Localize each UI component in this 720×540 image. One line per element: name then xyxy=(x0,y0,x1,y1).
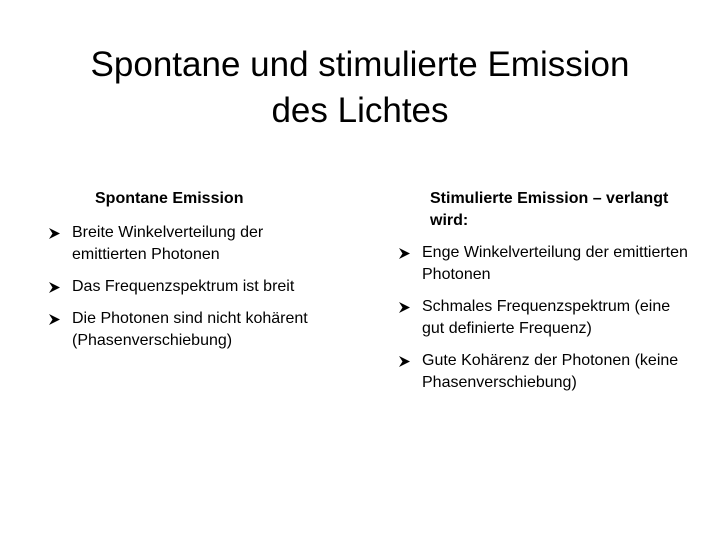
arrow-bullet-icon xyxy=(46,308,66,330)
stimulated-emission-heading: Stimulierte Emission – verlangt wird: xyxy=(430,190,669,229)
list-item xyxy=(396,242,696,286)
arrow-bullet-icon xyxy=(46,222,66,244)
bullet-text: Gute Kohärenz der Photonen (keine Phasenverschiebung) xyxy=(422,352,679,391)
arrow-bullet-icon xyxy=(46,276,66,298)
stimulated-emission-column xyxy=(396,188,696,404)
arrow-bullet-icon xyxy=(396,350,416,372)
bullet-text: Schmales Frequenzspektrum (eine gut definierte Frequenz) xyxy=(422,298,671,337)
stimulated-emission-list xyxy=(396,242,696,394)
slide-title-line-1: Spontane und stimulierte Emission xyxy=(90,45,630,84)
bullet-text: Enge Winkelverteilung der emittierten Photonen xyxy=(422,244,688,283)
bullet-text: Das Frequenzspektrum ist breit xyxy=(72,278,295,295)
spontaneous-emission-column xyxy=(46,188,336,362)
spontaneous-emission-heading: Spontane Emission xyxy=(95,190,244,207)
spontaneous-emission-list xyxy=(46,222,336,352)
arrow-bullet-icon xyxy=(396,242,416,264)
bullet-text: Breite Winkelverteilung der emittierten Photonen xyxy=(72,224,264,263)
list-item xyxy=(396,350,696,394)
bullet-text: Die Photonen sind nicht kohärent (Phasenverschiebung) xyxy=(72,310,308,349)
list-item xyxy=(46,222,336,266)
slide-title xyxy=(0,42,720,134)
list-item xyxy=(396,296,696,340)
list-item xyxy=(46,276,336,298)
slide-title-line-2: des Lichtes xyxy=(271,91,449,130)
list-item xyxy=(46,308,336,352)
arrow-bullet-icon xyxy=(396,296,416,318)
